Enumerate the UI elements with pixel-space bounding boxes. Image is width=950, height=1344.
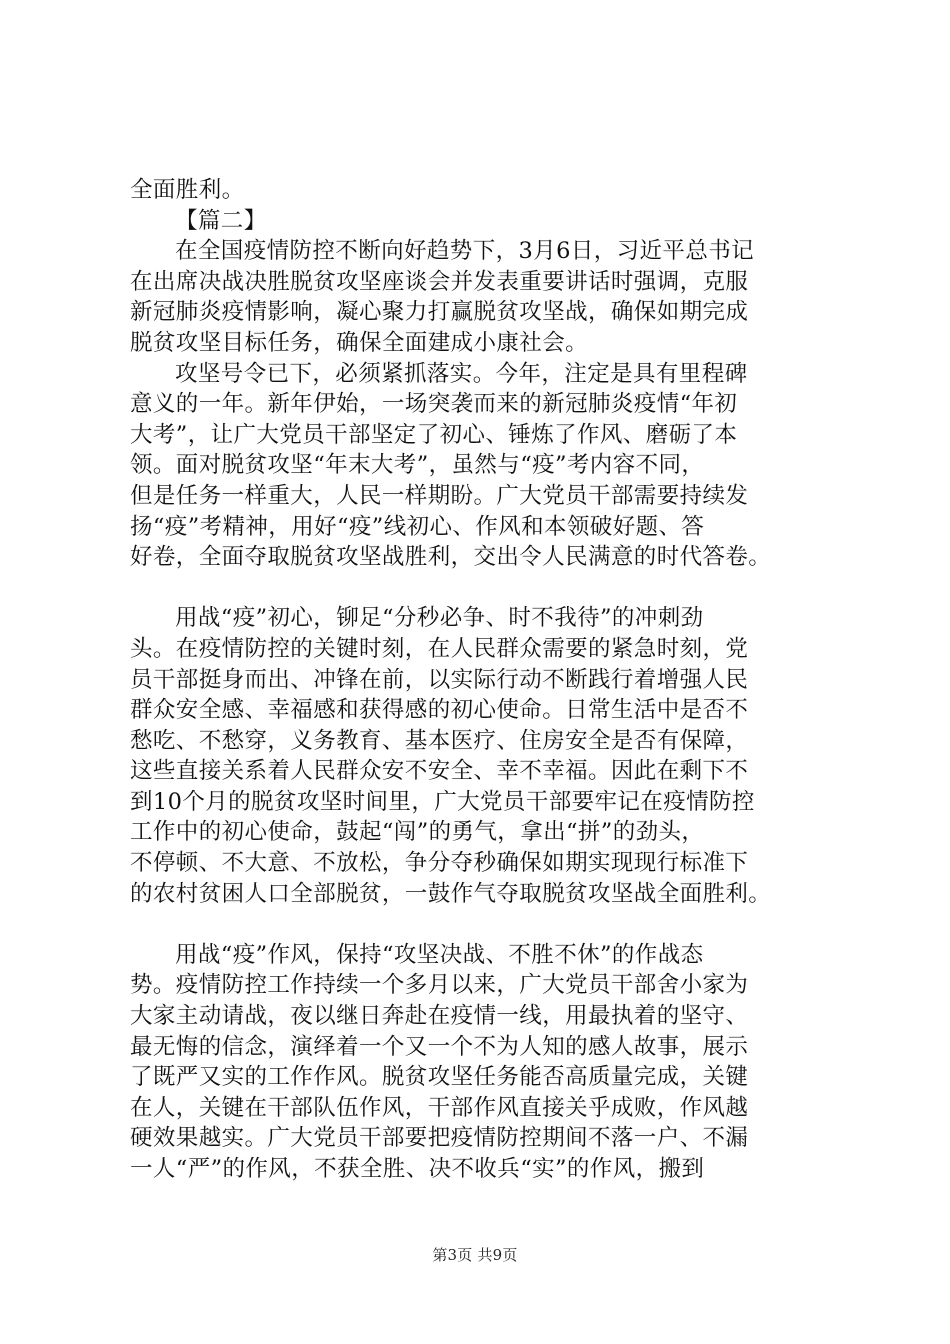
paragraph-gap xyxy=(130,909,850,940)
text-line: 势。疫情防控工作持续一个多月以来，广大党员干部舍小家为 xyxy=(130,972,749,999)
text-line: 在出席决战决胜脱贫攻坚座谈会并发表重要讲话时强调，克服 xyxy=(130,268,749,295)
text-line: 全面胜利。 xyxy=(130,177,245,203)
text-line: 脱贫攻坚目标任务，确保全面建成小康社会。 xyxy=(130,329,589,356)
text-line: 在全国疫情防控不断向好趋势下，3月6日，习近平总书记 xyxy=(175,238,755,265)
text-line: 扬“疫”考精神，用好“疫”线初心、作风和本领破好题、答 xyxy=(130,513,705,540)
text-line: 这些直接关系着人民群众安不安全、幸不幸福。因此在剩下不 xyxy=(130,758,749,785)
text-line: 硬效果越实。广大党员干部要把疫情防控期间不落一户、不漏 xyxy=(130,1125,749,1152)
document-body xyxy=(130,175,850,1185)
section-heading: 【篇二】 xyxy=(175,207,267,234)
text-line: 好卷，全面夺取脱贫攻坚战胜利，交出令人民满意的时代答卷。 xyxy=(130,544,772,571)
text-line: 一人“严”的作风，不获全胜、决不收兵“实”的作风，搬到 xyxy=(130,1156,705,1182)
text-line: 在人，关键在干部队伍作风，干部作风直接关乎成败，作风越 xyxy=(130,1094,749,1121)
text-line: 用战“疫”作风，保持“攻坚决战、不胜不休”的作战态 xyxy=(175,941,704,968)
text-line: 不停顿、不大意、不放松，争分夺秒确保如期实现现行标准下 xyxy=(130,850,749,877)
text-line: 大家主动请战，夜以继日奔赴在疫情一线，用最执着的坚守、 xyxy=(130,1003,749,1030)
text-line: 攻坚号令已下，必须紧抓落实。今年，注定是具有里程碑 xyxy=(175,360,748,387)
text-line: 最无悔的信念，演绎着一个又一个不为人知的感人故事，展示 xyxy=(130,1033,749,1060)
text-line: 到10个月的脱贫攻坚时间里，广大党员干部要牢记在疫情防控 xyxy=(130,788,755,815)
page-footer: 第3页 共9页 xyxy=(432,1246,518,1264)
text-line: 领。面对脱贫攻坚“年末大考”，虽然与“疫”考内容不同， xyxy=(130,452,705,479)
text-line: 工作中的初心使命，鼓起“闯”的勇气，拿出“拼”的劲头， xyxy=(130,819,705,846)
text-line: 新冠肺炎疫情影响，凝心聚力打赢脱贫攻坚战，确保如期完成 xyxy=(130,299,749,326)
paragraph-gap xyxy=(130,573,850,604)
text-line: 但是任务一样重大，人民一样期盼。广大党员干部需要持续发 xyxy=(130,482,749,509)
text-line: 头。在疫情防控的关键时刻，在人民群众需要的紧急时刻，党 xyxy=(130,635,749,662)
text-line: 群众安全感、幸福感和获得感的初心使命。日常生活中是否不 xyxy=(130,697,749,724)
text-line: 员干部挺身而出、冲锋在前，以实际行动不断践行着增强人民 xyxy=(130,666,749,693)
text-line: 意义的一年。新年伊始，一场突袭而来的新冠肺炎疫情“年初 xyxy=(130,391,738,418)
text-line: 了既严又实的工作作风。脱贫攻坚任务能否高质量完成，关键 xyxy=(130,1064,749,1091)
text-line: 大考”，让广大党员干部坚定了初心、锤炼了作风、磨砺了本 xyxy=(130,421,738,448)
text-line: 的农村贫困人口全部脱贫，一鼓作气夺取脱贫攻坚战全面胜利。 xyxy=(130,880,772,907)
text-line: 用战“疫”初心，铆足“分秒必争、时不我待”的冲刺劲 xyxy=(175,605,704,632)
text-line: 愁吃、不愁穿，义务教育、基本医疗、住房安全是否有保障， xyxy=(130,727,749,754)
